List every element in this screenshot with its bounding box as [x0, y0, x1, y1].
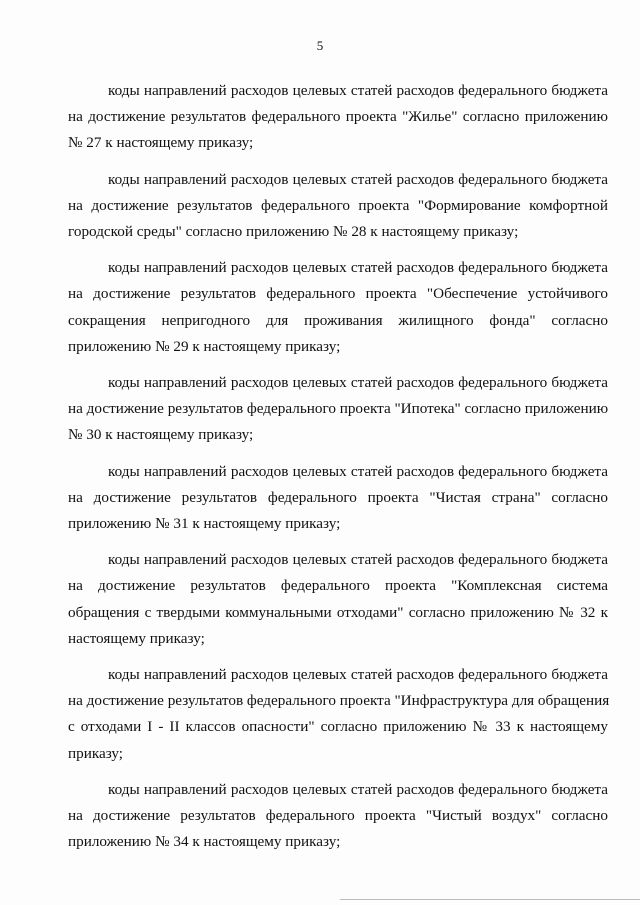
paragraph-line: приказу;	[68, 744, 124, 762]
paragraph	[68, 547, 608, 652]
paragraph-line: коды направлений расходов целевых статей расходов федерального бюджета	[108, 666, 608, 684]
paragraph-line: № 27 к настоящему приказу;	[68, 134, 254, 152]
paragraph-line: настоящему приказу;	[68, 629, 205, 647]
paragraph-line: городской среды" согласно приложению № 28 к настоящему приказу;	[68, 223, 519, 241]
paragraph-line: на достижение результатов федерального проекта "Инфраструктура для обращения	[68, 692, 610, 710]
paragraph-line: приложению № 31 к настоящему приказу;	[68, 515, 341, 533]
paragraph-line: коды направлений расходов целевых статей расходов федерального бюджета	[108, 259, 608, 277]
paragraph-line: на достижение результатов федерального проекта "Формирование комфортной	[68, 196, 608, 214]
paragraph-line: № 30 к настоящему приказу;	[68, 426, 254, 444]
paragraph-line: на достижение результатов федерального проекта "Комплексная система	[68, 577, 608, 595]
paragraph	[68, 459, 608, 538]
paragraph-line: на достижение результатов федерального проекта "Чистая страна" согласно	[68, 488, 608, 506]
paragraph-line: коды направлений расходов целевых статей расходов федерального бюджета	[108, 374, 608, 392]
paragraph-line: на достижение результатов федерального проекта "Чистый воздух" согласно	[68, 807, 608, 825]
document-body	[68, 78, 608, 865]
paragraph-line: на достижение результатов федерального проекта "Жилье" согласно приложению	[68, 108, 608, 126]
paragraph-line: коды направлений расходов целевых статей расходов федерального бюджета	[108, 551, 608, 569]
paragraph-line: на достижение результатов федерального проекта "Ипотека" согласно приложению	[68, 400, 609, 418]
scan-edge-divider	[340, 899, 640, 900]
paragraph-line: коды направлений расходов целевых статей расходов федерального бюджета	[108, 82, 608, 99]
paragraph-line: сокращения непригодного для проживания жилищного фонда" согласно	[68, 311, 608, 329]
paragraph	[68, 370, 608, 449]
paragraph-line: коды направлений расходов целевых статей расходов федерального бюджета	[108, 780, 608, 798]
paragraph	[68, 255, 608, 360]
paragraph-line: приложению № 29 к настоящему приказу;	[68, 337, 341, 355]
paragraph-line: коды направлений расходов целевых статей расходов федерального бюджета	[108, 462, 608, 480]
paragraph-line: на достижение результатов федерального проекта "Обеспечение устойчивого	[68, 285, 608, 303]
paragraph	[68, 167, 608, 246]
paragraph-line: обращения с твердыми коммунальными отходами" согласно приложению № 32 к	[68, 603, 608, 621]
paragraph-line: с отходами I - II классов опасности" согласно приложению № 33 к настоящему	[68, 718, 608, 736]
paragraph-line: приложению № 34 к настоящему приказу;	[68, 833, 341, 851]
paragraph	[68, 777, 608, 856]
paragraph	[68, 662, 608, 767]
page-number: 5	[316, 38, 324, 53]
paragraph	[68, 78, 608, 157]
paragraph-line: коды направлений расходов целевых статей расходов федерального бюджета	[108, 170, 608, 188]
